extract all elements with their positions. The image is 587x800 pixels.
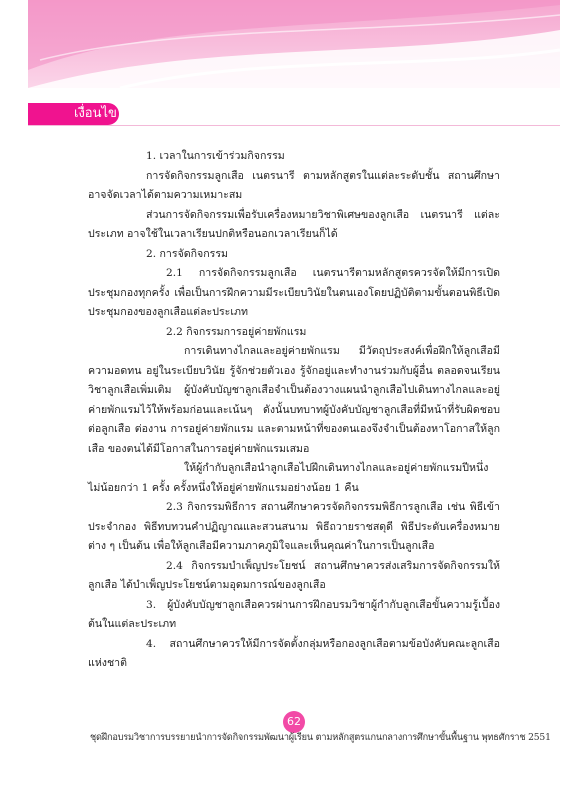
paragraph-2-2-body: การเดินทางไกลและอยู่ค่ายพักแรม มีวัตถุประสงค์เพื่อฝึกให้ลูกเสือมีความอดทน อยู่ในระเบียบวินัย รู้จักช่วยตัวเอง รู้จักอยู่และทำงานร่วมกับผู้อื่น ตลอดจนเรียนวิชาลูกเสือเพิ่มเติม ผู้บังคับบัญชาลูกเสือจำเป็นต้องวางแผนนำลูกเสือไปเดินทางไกลและอยู่ค่ายพักแรมไว้ให้พร้อมก่อนและเน้นๆ ดังนั้นบทบาทผู้บังคับบัญชาลูกเสือที่มีหน้าที่รับผิดชอบต่อลูกเสือ ต่องาน การอยู่ค่ายพักแรม และตามหน้าที่ของตนเองจึงจำเป็นต้องหาโอกาสให้ลูกเสือ ของตนได้มีโอกาสในการอยู่ค่ายพักแรมเสมอ [88, 345, 500, 455]
paragraph-2-3: 2.3 กิจกรรมพิธีการ สถานศึกษาควรจัดกิจกรรมพิธีการลูกเสือ เช่น พิธีเข้าประจำกอง พิธีทบทวนคำปฏิญาณและสวนสนาม พิธีถวายราชสดุดี พิธีประดับเครื่องหมายต่าง ๆ เป็นต้น เพื่อให้ลูกเสือมีความภาคภูมิใจและเห็นคุณค่าในการเป็นลูกเสือ [88, 501, 500, 552]
paragraph-2-2-body-2: ให้ผู้กำกับลูกเสือนำลูกเสือไปฝึกเดินทางไกลและอยู่ค่ายพักแรมปีหนึ่งไม่น้อยกว่า 1 ครั้ง ครั้งหนึ่งให้อยู่ค่ายพักแรมอย่างน้อย 1 คืน [88, 462, 489, 494]
section-title: เงื่อนไข [74, 106, 117, 121]
paragraph-2-2-heading: 2.2 กิจกรรมการอยู่ค่ายพักแรม [166, 325, 307, 338]
paragraph-4: 4. สถานศึกษาควรให้มีการจัดตั้งกลุ่มหรือกองลูกเสือตามข้อบังคับคณะลูกเสือแห่งชาติ [88, 637, 500, 669]
paragraph-2-4: 2.4 กิจกรรมบำเพ็ญประโยชน์ สถานศึกษาควรส่งเสริมการจัดกิจกรรมให้ลูกเสือ ได้บำเพ็ญประโยชน์ตามอุดมการณ์ของลูกเสือ [88, 559, 500, 591]
paragraph-1-body: การจัดกิจกรรมลูกเสือ เนตรนารี ตามหลักสูตรในแต่ละระดับชั้น สถานศึกษาอาจจัดเวลาได้ตามความเหมาะสม [88, 169, 500, 201]
header-swoosh [0, 0, 587, 95]
paragraph-1-body-2: ส่วนการจัดกิจกรรมเพื่อรับเครื่องหมายวิชาพิเศษของลูกเสือ เนตรนารี แต่ละประเภท อาจใช้ในเวลาเรียนปกติหรือนอกเวลาเรียนก็ได้ [88, 208, 500, 240]
body-text [88, 147, 500, 674]
paragraph-1-heading: 1. เวลาในการเข้าร่วมกิจกรรม [146, 150, 285, 162]
paragraph-2-heading: 2. การจัดกิจกรรม [146, 247, 229, 260]
header-decoration [0, 0, 587, 95]
footer-caption: ชุดฝึกอบรมวิชาการบรรยายนำการจัดกิจกรรมพัฒนาผู้เรียน ตามหลักสูตรแกนกลางการศึกษาขั้นพื้นฐาน พุทธศักราช 2551 [90, 732, 551, 743]
paragraph-2-1: 2.1 การจัดกิจกรรมลูกเสือ เนตรนารีตามหลักสูตรควรจัดให้มีการเปิดประชุมกองทุกครั้ง เพื่อเป็นการฝึกความมีระเบียบวินัยในตนเองโดยปฏิบัติตามขั้นตอนพิธีเปิดประชุมกองของลูกเสือแต่ละประเภท [88, 267, 500, 318]
page-number: 62 [283, 711, 305, 733]
paragraph-3: 3. ผู้บังคับบัญชาลูกเสือควรผ่านการฝึกอบรมวิชาผู้กำกับลูกเสือขั้นความรู้เบื้องต้นในแต่ละประเภท [88, 598, 500, 630]
section-divider [28, 125, 560, 126]
